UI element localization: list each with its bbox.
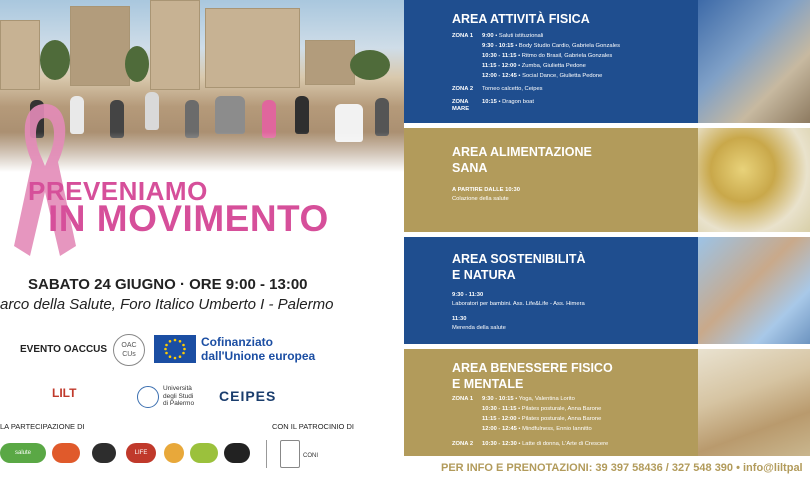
person [215, 96, 245, 134]
separator: • [516, 53, 522, 59]
event-place: arco della Salute, Foro Italico Umberto I - Palermo [0, 296, 334, 313]
panel-title: AREA ATTIVITÀ FISICA [452, 12, 590, 26]
food-photo [698, 128, 810, 232]
partner-logo-6 [190, 443, 218, 463]
panel-title-line-1: AREA ALIMENTAZIONE [452, 145, 592, 159]
schedule-item: Colazione della salute [452, 196, 509, 202]
event-poster-left [0, 0, 404, 480]
schedule-text: Ritmo do Brasil, Gabriela Gonzales [521, 53, 613, 59]
panel-benessere [404, 349, 810, 456]
unipa-line-3: di Palermo [163, 400, 195, 407]
panel-title-line-2: SANA [452, 161, 488, 175]
tree [125, 46, 149, 82]
schedule-row [482, 86, 543, 93]
schedule-row [482, 396, 575, 403]
eu-line-2: dall'Unione europea [201, 349, 316, 363]
panel-title-line-1: AREA BENESSERE FISICO [452, 361, 613, 375]
panel-alimentazione-sana [404, 128, 810, 232]
panel-title-line-2: E MENTALE [452, 377, 524, 391]
schedule-row [482, 43, 620, 50]
divider [266, 440, 267, 468]
yoga-photo [698, 349, 810, 456]
lilt-logo [52, 386, 76, 400]
partner-logo-4: LIFE [126, 443, 156, 463]
schedule-item: Merenda della salute [452, 325, 506, 331]
panel-sostenibilita-natura [404, 237, 810, 344]
panel-title-line-1: AREA SOSTENIBILITÀ [452, 252, 586, 266]
event-program-right [404, 0, 810, 480]
unipa-line-1: Università [163, 385, 192, 392]
partner-logo-7 [224, 443, 250, 463]
schedule-text: Torneo calcetto, Ceipes [482, 86, 543, 92]
building [70, 6, 130, 86]
title-line-1: PREVENIAMO [28, 176, 208, 206]
separator: • [516, 406, 522, 412]
unipa-line-2: degli Studi [163, 392, 194, 400]
zone-label: ZONA 2 [452, 441, 474, 447]
separator: • [513, 43, 519, 49]
title-line-2: IN MOVIMENTO [48, 198, 329, 239]
schedule-time: 11:15 - 12:00 [482, 63, 517, 69]
schedule-text: Saluti istituzionali [498, 33, 544, 39]
coni-logo-text: CONI [303, 453, 318, 459]
partner-logo-5 [164, 443, 184, 463]
schedule-row [482, 416, 601, 423]
schedule-time: 12:00 - 12:45 [482, 73, 517, 79]
schedule-text: Latte di donna, L'Arte di Crescere [522, 441, 609, 447]
schedule-text: Mindfulness, Ennio Iannitto [522, 426, 592, 432]
schedule-time: 9:30 - 10:15 [482, 396, 514, 402]
partner-logo-2 [52, 443, 80, 463]
separator: • [496, 99, 503, 105]
fitness-photo [698, 0, 810, 123]
building [150, 0, 200, 90]
ceipes-logo: CEIPES [219, 388, 277, 404]
schedule-row [482, 441, 608, 448]
partner-logo-1: salute [0, 443, 46, 463]
schedule-row [482, 426, 592, 433]
tree [350, 50, 390, 80]
schedule-time: 10:30 - 12:30 [482, 441, 517, 447]
schedule-text: Body Studio Cardio, Gabriela Gonzales [518, 43, 621, 49]
eu-flag-icon [154, 335, 196, 363]
separator: • [516, 63, 522, 69]
schedule-time: 10:15 [482, 99, 497, 105]
event-date: SABATO 24 GIUGNO · ORE 9:00 - 13:00 [28, 276, 308, 293]
building [305, 40, 355, 85]
schedule-time: 10:30 - 11:15 [482, 406, 517, 412]
person [375, 98, 389, 136]
evento-label: EVENTO OACCUS [20, 344, 108, 355]
schedule-time: 9:00 [482, 33, 494, 39]
schedule-text: Pilates posturale, Anna Barone [521, 416, 602, 422]
schedule-text: Dragon boat [502, 99, 534, 105]
schedule-time: 11:30 [452, 316, 467, 322]
schedule-text: Social Dance, Giulietta Pedone [522, 73, 603, 79]
schedule-time: 9:30 - 10:15 [482, 43, 514, 49]
schedule-row [482, 73, 602, 80]
partner-logo-3 [92, 443, 116, 463]
zone-label: ZONA 1 [452, 33, 474, 39]
schedule-item: Laboratori per bambini. Ass. Life&Life - Ass. Himera [452, 301, 585, 307]
lilt-logo-text: LILT [52, 386, 77, 400]
schedule-row [482, 99, 534, 106]
schedule-time: 12:00 - 12:45 [482, 426, 517, 432]
separator: • [513, 396, 519, 402]
unipa-logo-text [163, 385, 194, 408]
zone-label: ZONA MARE [452, 99, 470, 112]
separator: • [516, 441, 523, 447]
schedule-text: Pilates posturale, Anna Barone [521, 406, 602, 412]
schedule-time: 11:15 - 12:00 [482, 416, 517, 422]
schedule-text: Yoga, Valentina Lorito [518, 396, 575, 402]
coni-shield-icon [280, 440, 300, 468]
separator: • [516, 416, 522, 422]
start-time-label: A PARTIRE DALLE 10:30 [452, 187, 520, 193]
contact-footer: PER INFO E PRENOTAZIONI: 39 397 58436 / 327 548 390 • info@liltpal [441, 462, 803, 474]
eu-cofinanced-text [201, 335, 315, 363]
tree [40, 40, 70, 80]
schedule-time: 10:30 - 11:15 [482, 53, 517, 59]
separator: • [516, 73, 523, 79]
schedule-row [482, 406, 601, 413]
eu-line-1: Cofinanziato [201, 335, 273, 349]
building [205, 8, 300, 88]
panel-title-line-2: E NATURA [452, 268, 516, 282]
person [145, 92, 159, 130]
oaccus-logo: OAC CUs [113, 334, 145, 366]
schedule-row [482, 33, 543, 40]
schedule-row [482, 63, 586, 70]
partner-label: LA PARTECIPAZIONE DI [0, 422, 85, 431]
schedule-time: 9:30 - 11:30 [452, 292, 484, 298]
children-photo [698, 237, 810, 344]
patrocinio-label: CON IL PATROCINIO DI [272, 422, 354, 431]
separator: • [516, 426, 523, 432]
unipa-seal-icon [137, 386, 159, 408]
zone-label: ZONA 2 [452, 86, 474, 92]
person [295, 96, 309, 134]
zone-label: ZONA 1 [452, 396, 474, 402]
building [0, 20, 40, 90]
separator: • [493, 33, 499, 39]
schedule-text: Zumba, Giulietta Pedone [521, 63, 586, 69]
schedule-row [482, 53, 612, 60]
panel-attivita-fisica [404, 0, 810, 123]
